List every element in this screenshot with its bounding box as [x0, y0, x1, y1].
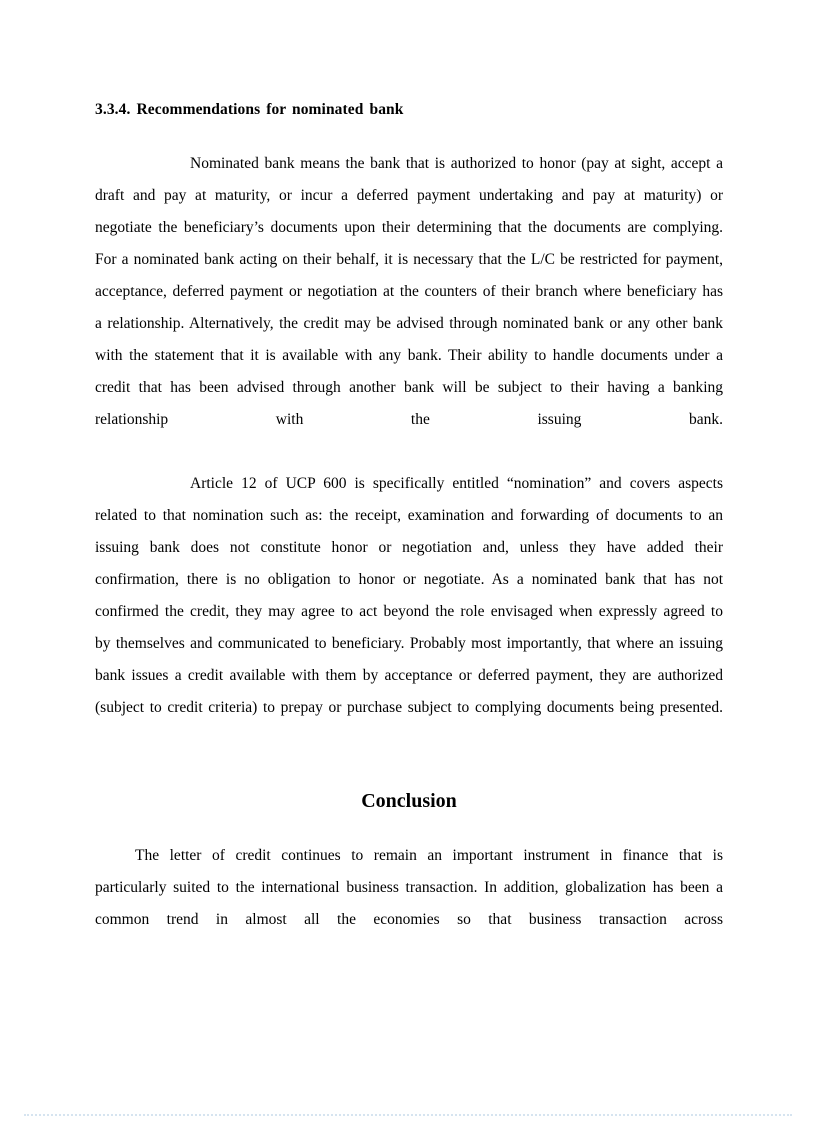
- page-content: [95, 100, 723, 968]
- section-heading: 3.3.4. Recommendations for nominated bank: [95, 101, 404, 118]
- body-paragraph: Article 12 of UCP 600 is specifically entitled “nomination” and covers aspects related to that nomination such as: the receipt, examination and forwarding of documents to an issuing bank does not constitute honor or negotiation and, unless they have added their confirmation, there is no obligation to honor or negotiate. As a nominated bank that has not confirmed the credit, they may agree to act beyond the role envisaged when expressly agreed to by themselves and communicated to beneficiary. Probably most importantly, that where an issuing bank issues a credit available with them by acceptance or deferred payment, they are authorized (subject to credit criteria) to prepay or purchase subject to complying documents being presented.: [95, 475, 723, 717]
- conclusion-paragraph: The letter of credit continues to remain an important instrument in finance that is particularly suited to the international business transaction. In addition, globalization has been a common trend in almost all the economies so that business transaction across: [95, 847, 723, 929]
- conclusion-heading: Conclusion: [361, 790, 457, 813]
- body-paragraph: Nominated bank means the bank that is authorized to honor (pay at sight, accept a draft and pay at maturity, or incur a deferred payment undertaking and pay at maturity) or negotiate the beneficiary’s documents upon their determining that the documents are complying. For a nominated bank acting on their behalf, it is necessary that the L/C be restricted for payment, acceptance, deferred payment or negotiation at the counters of their branch where beneficiary has a relationship. Alternatively, the credit may be advised through nominated bank or any other bank with the statement that it is available with any bank. Their ability to handle documents under a credit that has been advised through another bank will be subject to their having a banking relationship with the issuing bank.: [95, 155, 723, 429]
- page-bottom-dotted-rule: [24, 1114, 792, 1118]
